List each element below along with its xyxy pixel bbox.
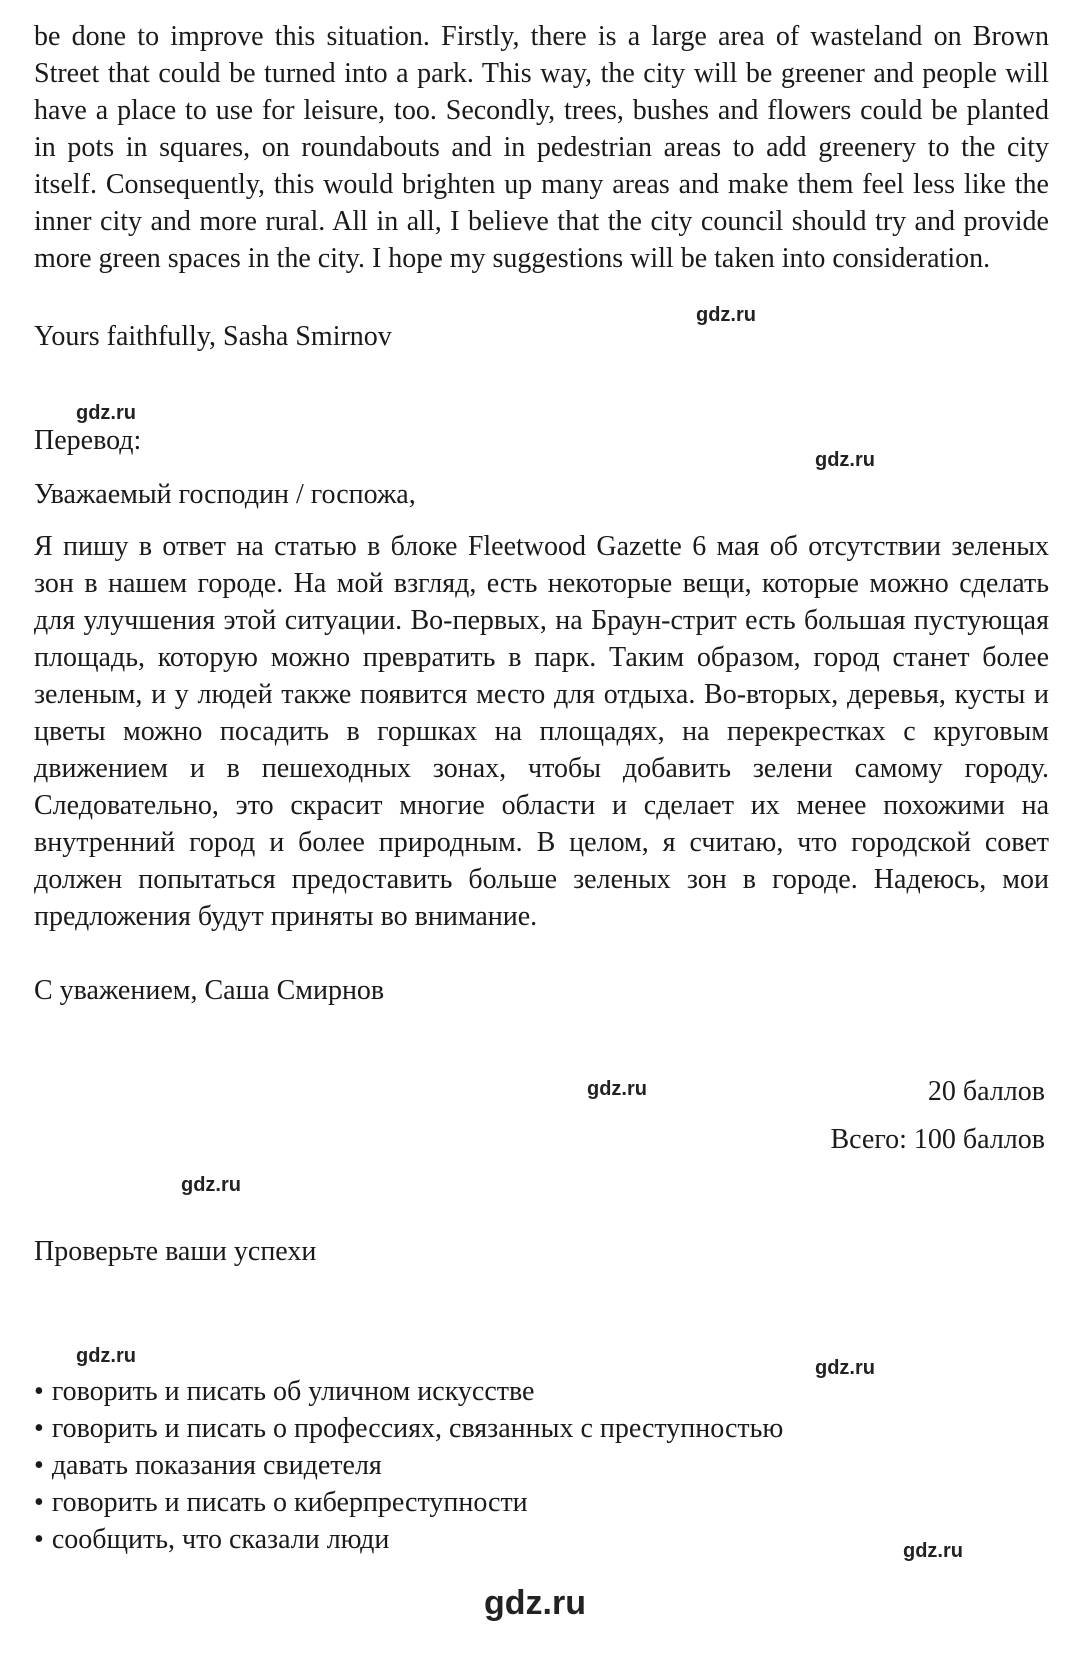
watermark: gdz.ru — [76, 402, 136, 424]
watermark: gdz.ru — [181, 1174, 241, 1196]
list-item: • сообщить, что сказали люди — [34, 1521, 783, 1558]
list-item: • давать показания свидетеля — [34, 1447, 783, 1484]
score-total: Всего: 100 баллов — [830, 1124, 1045, 1155]
letter-signoff: Yours faithfully, Sasha Smirnov — [34, 321, 392, 352]
list-item: • говорить и писать о киберпреступности — [34, 1484, 783, 1521]
watermark: gdz.ru — [76, 1345, 136, 1367]
watermark: gdz.ru — [587, 1078, 647, 1100]
watermark: gdz.ru — [815, 1357, 875, 1379]
watermark: gdz.ru — [696, 304, 756, 326]
progress-check-heading: Проверьте ваши успехи — [34, 1236, 317, 1267]
watermark: gdz.ru — [903, 1540, 963, 1562]
list-item: • говорить и писать об уличном искусстве — [34, 1373, 783, 1410]
watermark: gdz.ru — [815, 449, 875, 471]
progress-check-list — [34, 1373, 783, 1558]
translation-heading: Перевод: — [34, 425, 142, 456]
watermark: gdz.ru — [484, 1584, 586, 1622]
letter-body-end: be done to improve this situation. Firstly, there is a large area of wasteland on Brown Street that could be turned into a park. This way, the city will be greener and people will have a place to use for leisure, too. Secondly, trees, bushes and flowers could be planted in pots in squares, on roundabouts and in pedestrian areas to add greenery to the city itself. Consequently, this would brighten up many areas and make them feel less like the inner city and more rural. All in all, I believe that the city council should try and provide more green spaces in the city. I hope my suggestions will be taken into consideration. — [34, 21, 1049, 274]
list-item: • говорить и писать о профессиях, связанных с преступностью — [34, 1410, 783, 1447]
translation-signoff: С уважением, Саша Смирнов — [34, 975, 385, 1006]
translation-greeting: Уважаемый господин / госпожа, — [34, 479, 416, 510]
score-points: 20 баллов — [927, 1076, 1045, 1107]
translation-body: Я пишу в ответ на статью в блоке Fleetwood Gazette 6 мая об отсутствии зеленых зон в нашем городе. На мой взгляд, есть некоторые вещи, которые можно сделать для улучшения этой ситуации. Во-первых, на Браун-стрит есть большая пустующая площадь, которую можно превратить в парк. Таким образом, город станет более зеленым, и у людей также появится место для отдыха. Во-вторых, деревья, кусты и цветы можно посадить в горшках на площадях, на перекрестках с круговым движением и в пешеходных зонах, чтобы добавить зелени самому городу. Следовательно, это скрасит многие области и сделает их менее похожими на внутренний город и более природным. В целом, я считаю, что городской совет должен попытаться предоставить больше зеленых зон в городе. Надеюсь, мои предложения будут приняты во внимание. — [34, 531, 1049, 932]
